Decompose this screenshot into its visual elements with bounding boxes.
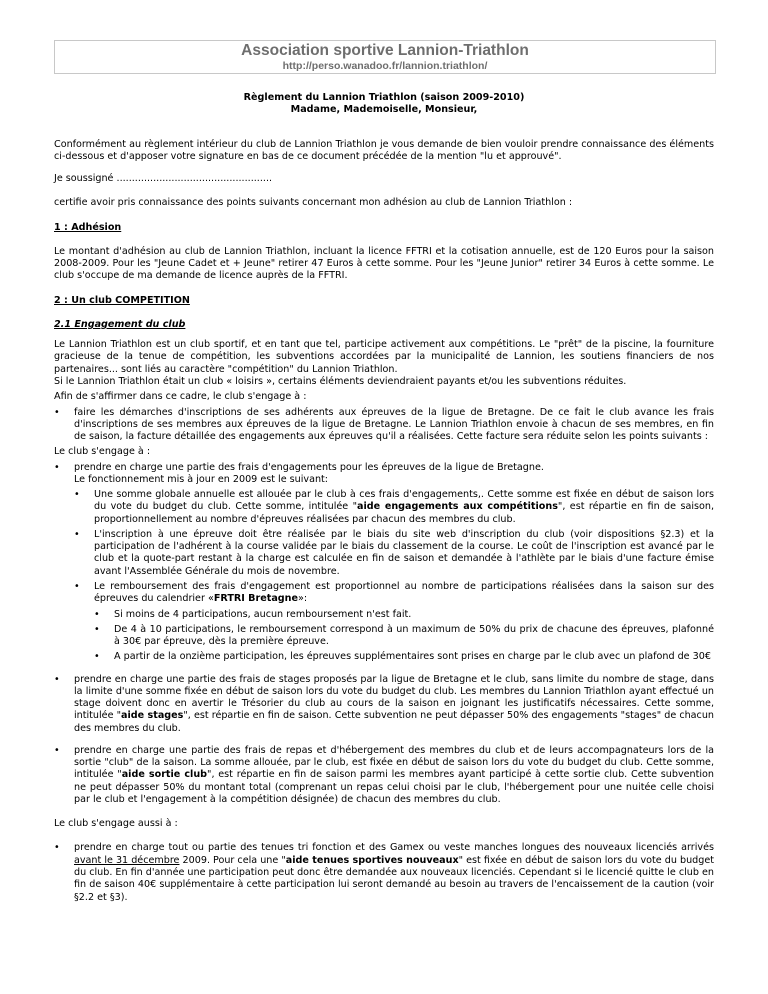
aide-stages-term: aide stages [121, 710, 184, 722]
club-engage-aussi-line: Le club s'engage aussi à : [54, 818, 178, 830]
intro-paragraph: Conformément au règlement intérieur du club de Lannion Triathlon je vous demande de bien vouloir prendre connaissance des éléments ci-dessous et d'apposer votre signature en bas de ce document précédée de la mention "lu et approuvé". [54, 138, 714, 162]
bullet-sortie-club: • prendre en charge une partie des frais de repas et d'hébergement des membres du club et de leurs accompagnateurs lors de la sortie "club" de la saison. La somme allouée, par le club, est fixée en début de saison lors du vote du budget du club. Cette somme, intitulée "aide sortie club", est répartie en fin de saison parmi les membres ayant participé à cette sortie club. Cette subvention ne peut dépasser 50% du montant total (comprenant un repas celui choisi par le club, l'hébergement pour une nuitée celle choisi par le club et l'engagement à la compétition désignée) de chacun des membres du club. [54, 745, 714, 806]
soussigne-line: Je soussigné ................................................... [54, 173, 273, 185]
section-2-1-paragraph-3: Afin de s'affirmer dans ce cadre, le club s'engage à : [54, 391, 307, 403]
bullet-inscription-web: • L'inscription à une épreuve doit être réalisée par le biais du site web d'inscription du club (voir dispositions §2.3) et la participation de l'adhérent à la course validée par le biais du classement de la course. Le coût de l'inscription est avancé par le club et la quote-part restant à la charge est calculée en fin de saison et demandée à l'athlète par le biais d'une facture émise avant l'Assemblée Générale du mois de novembre. [74, 529, 714, 578]
bullet-inscriptions: • faire les démarches d'inscriptions de ses adhérents aux épreuves de la ligue de Bretagne. De ce fait le club avance les frais d'inscriptions de ses membres aux épreuves de la ligue de Bretagne. Le Lannion Triathlon envoie à chacun de ses membres, en fin de saison, la facture détaillée des engagements aux épreuves qu'il a réalisées. Cette facture sera réduite selon les points suivants : [54, 407, 714, 444]
certifie-line: certifie avoir pris connaissance des points suivants concernant mon adhésion au club de Lannion Triathlon : [54, 197, 573, 209]
bullet-tenues: • prendre en charge tout ou partie des tenues tri fonction et des Gamex ou veste manches longues des nouveaux licenciés arrivés avant le 31 décembre 2009. Pour cela une "aide tenues sportives nouveaux" est fixée en début de saison lors du vote du budget du club. En fin d'année une participation peut donc être demandée aux nouveaux licenciés. Cependant si le licencié quitte le club en fin de saison 40€ supplémentaire à cette participation lui seront demandé au besoin au travers de l'encaissement de la caution (voir §2.2 et §3). [54, 842, 714, 903]
salutation: Madame, Mademoiselle, Monsieur, [290, 104, 478, 116]
aide-sortie-club-term: aide sortie club [121, 769, 208, 781]
bullet-engagements-line-1: • prendre en charge une partie des frais d'engagements pour les épreuves de la ligue de Bretagne. [74, 461, 544, 473]
bullet-moins-4: • Si moins de 4 participations, aucun remboursement n'est fait. [94, 609, 714, 621]
bullet-engagements [54, 462, 714, 487]
bullet-stages: • prendre en charge une partie des frais de stages proposés par la ligue de Bretagne et le club, sans limite du nombre de stage, dans la limite d'une somme fixée en début de saison lors du vote du budget du club. Les membres du Lannion Triathlon ayant effectué un stage doivent donc en avertir le Trésorier du club au cours de la saison en joignant les justificatifs nécessaires. Cette somme, intitulée "aide stages", est répartie en fin de saison. Cette subvention ne peut dépasser 50% des engagements "stages" de chacun des membres du club. [54, 674, 714, 735]
bullet-aide-engagements: • Une somme globale annuelle est allouée par le club à ces frais d'engagements,. Cette somme est fixée en début de saison lors du vote du budget du club. Cette somme, intitulée "aide engagements aux compétitions", est répartie en fin de saison, proportionnellement au nombre d'épreuves réalisées par chacun des membres du club. [74, 489, 714, 526]
association-url[interactable]: http://perso.wanadoo.fr/lannion.triathlon/ [282, 60, 488, 72]
section-2-1-paragraph-2: Si le Lannion Triathlon était un club « loisirs », certains éléments deviendraient payants et/ou les subventions réduites. [54, 375, 627, 387]
aide-engagements-term: aide engagements aux compétitions [356, 501, 558, 513]
document-body [54, 92, 714, 904]
bullet-4-a-10: • De 4 à 10 participations, le remboursement correspond à un maximum de 50% du prix de chacune des épreuves, plafonné à 30€ par épreuve, dès la première épreuve. [94, 624, 714, 649]
club-engage-line: Le club s'engage à : [54, 446, 151, 458]
bullet-remboursement: • Le remboursement des frais d'engagement est proportionnel au nombre de participations réalisées dans la saison sur des épreuves du calendrier «FRTRI Bretagne»: [74, 581, 714, 606]
aide-tenues-term: aide tenues sportives nouveaux [285, 854, 459, 866]
section-2-1-paragraph-1: Le Lannion Triathlon est un club sportif, et en tant que tel, participe activement aux compétitions. Le "prêt" de la piscine, la fourniture gracieuse de la tenue de compétition, les subventions accordées par la municipalité de Lannion, les soutiens financiers de nos partenaires... sont liés au caractère "compétition" du Lannion Triathlon. [54, 339, 714, 375]
section-2-1-title: 2.1 Engagement du club [54, 318, 186, 330]
association-title: Association sportive Lannion-Triathlon [241, 42, 529, 59]
section-1-title: 1 : Adhésion [54, 221, 122, 233]
document-title: Règlement du Lannion Triathlon (saison 2009-2010) [243, 92, 525, 103]
section-1-text: Le montant d'adhésion au club de Lannion Triathlon, incluant la licence FFTRI et la cotisation annuelle, est de 120 Euros pour la saison 2008-2009. Pour les "Jeune Cadet et + Jeune" retirer 47 Euros à cette somme. Pour les "Jeune Junior" retirer 34 Euros à cette somme. Le club s'occupe de ma demande de licence auprès de la FFTRI. [54, 245, 714, 282]
association-header [54, 40, 716, 74]
frtri-bretagne-term: FRTRI Bretagne [213, 593, 298, 605]
bullet-engagements-line-2: Le fonctionnement mis à jour en 2009 est le suivant: [74, 473, 329, 485]
section-2-title: 2 : Un club COMPETITION [54, 294, 190, 306]
bullet-onzieme: • A partir de la onzième participation, les épreuves supplémentaires sont prises en charge par le club avec un plafond de 30€ [94, 651, 714, 663]
date-limite: avant le 31 décembre [74, 854, 180, 866]
